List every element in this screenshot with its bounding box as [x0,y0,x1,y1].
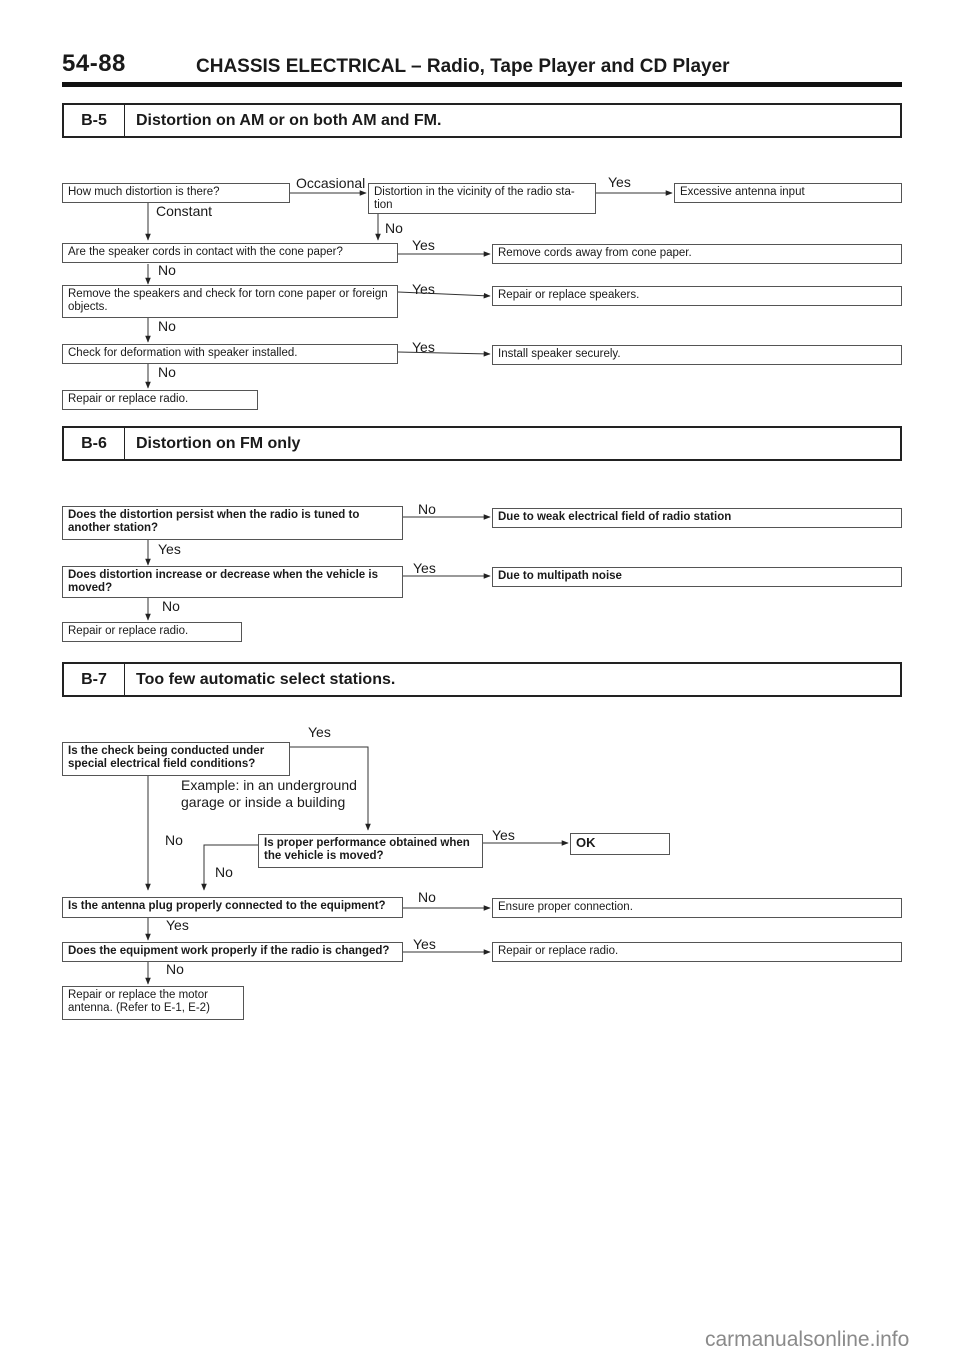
label-yes: Yes [412,281,435,297]
result-ok: OK [570,833,670,855]
question-equipment-radio-changed: Does the equipment work properly if the radio is changed? [62,942,403,962]
section-header-b7 [62,662,902,697]
label-yes: Yes [608,174,631,190]
watermark: carmanualsonline.info [705,1328,910,1351]
result-motor-antenna: Repair or replace the motor antenna. (Refer to E-1, E-2) [62,986,244,1020]
label-yes: Yes [492,827,515,843]
label-no: No [158,262,176,278]
label-yes: Yes [412,237,435,253]
example-line-1: Example: in an underground [181,777,357,793]
result-repair-speakers: Repair or replace speakers. [492,286,902,306]
section-header-b6 [62,426,902,461]
section-title: Too few automatic select stations. [136,671,396,688]
section-title: Distortion on AM or on both AM and FM. [136,112,442,129]
label-yes: Yes [166,917,189,933]
label-yes: Yes [413,560,436,576]
question-distortion-moved: Does distortion increase or decrease when the vehicle is moved? [62,566,403,598]
result-weak-field: Due to weak electrical field of radio station [492,508,902,528]
label-yes: Yes [158,541,181,557]
section-code: B-7 [64,664,125,695]
label-yes: Yes [413,936,436,952]
label-no: No [215,864,233,880]
label-no: No [158,318,176,334]
label-yes: Yes [412,339,435,355]
question-how-much-distortion: How much distortion is there? [62,183,290,203]
label-yes: Yes [308,724,331,740]
page-title: CHASSIS ELECTRICAL – Radio, Tape Player and CD Player [196,56,730,77]
example-line-2: garage or inside a building [181,794,346,810]
label-no: No [165,832,183,848]
question-antenna-plug: Is the antenna plug properly connected to the equipment? [62,897,403,918]
label-occasional: Occasional [296,175,366,191]
question-speaker-cords: Are the speaker cords in contact with the cone paper? [62,243,398,263]
result-repair-radio: Repair or replace radio. [62,622,242,642]
page-number: 54-88 [62,50,126,77]
question-vicinity-radio-station: Distortion in the vicinity of the radio sta- tion [368,183,596,214]
question-deformation: Check for deformation with speaker installed. [62,344,398,364]
label-no: No [162,598,180,614]
label-no: No [418,889,436,905]
result-repair-radio: Repair or replace radio. [62,390,258,410]
label-no: No [166,961,184,977]
section-header-b5 [62,103,902,138]
section-code: B-5 [64,105,125,136]
label-no: No [385,220,403,236]
question-distortion-persist: Does the distortion persist when the radio is tuned to another station? [62,506,403,540]
question-proper-performance: Is proper performance obtained when the vehicle is moved? [258,834,483,868]
label-constant: Constant [156,203,213,219]
result-multipath-noise: Due to multipath noise [492,567,902,587]
result-remove-cords: Remove cords away from cone paper. [492,244,902,264]
result-install-speaker: Install speaker securely. [492,345,902,365]
label-no: No [158,364,176,380]
result-repair-radio: Repair or replace radio. [492,942,902,962]
section-title: Distortion on FM only [136,435,301,452]
example-note [181,777,357,811]
label-no: No [418,501,436,517]
result-ensure-connection: Ensure proper connection. [492,898,902,918]
section-code: B-6 [64,428,125,459]
result-excessive-antenna-input: Excessive antenna input [674,183,902,203]
question-special-field: Is the check being conducted under special electrical field conditions? [62,742,290,776]
question-remove-speakers: Remove the speakers and check for torn cone paper or foreign objects. [62,285,398,318]
